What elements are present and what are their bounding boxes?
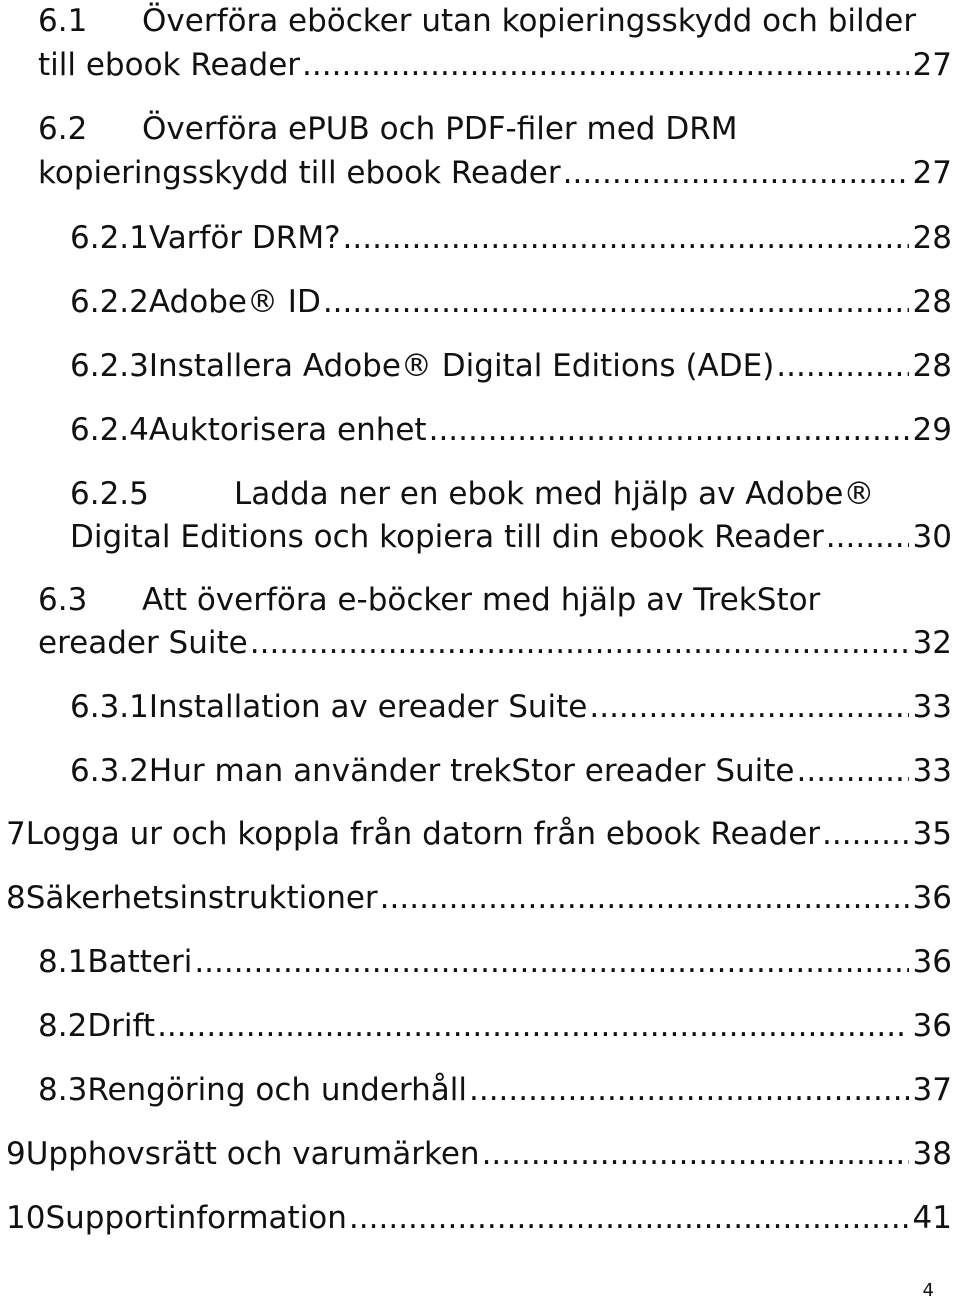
toc-page-number: 36	[912, 944, 952, 980]
toc-entry-6-2-3[interactable]	[70, 345, 952, 388]
toc-page-number: 33	[912, 689, 952, 725]
toc-page-number: 28	[912, 284, 952, 320]
toc-number: 9	[6, 1136, 26, 1172]
toc-title: Att överföra e-böcker med hjälp av TrekStor	[142, 582, 821, 618]
toc-page-number: 36	[912, 880, 952, 916]
toc-title-continued: kopieringsskydd till ebook Reader	[38, 155, 561, 191]
toc-number: 8.3	[38, 1072, 88, 1108]
toc-entry-6-2-4[interactable]	[70, 409, 952, 452]
toc-entry-6-2-1[interactable]	[70, 217, 952, 260]
toc-page-number: 28	[912, 220, 952, 256]
toc-entry-9[interactable]	[6, 1133, 952, 1176]
toc-page-number: 29	[912, 412, 952, 448]
toc-title: Installation av ereader Suite	[148, 689, 588, 725]
toc-page-number: 36	[912, 1008, 952, 1044]
toc-title: Adobe® ID	[148, 284, 321, 320]
dot-leader	[349, 1197, 909, 1240]
toc-number: 8.1	[38, 944, 88, 980]
toc-title: Logga ur och koppla från datorn från ebook Reader	[25, 816, 821, 852]
toc-number: 6.2.4	[70, 412, 149, 448]
toc-page-number: 38	[912, 1136, 952, 1172]
toc-title-continued: Digital Editions och kopiera till din ebook Reader	[70, 519, 824, 555]
toc-title-continued: till ebook Reader	[38, 47, 301, 83]
toc-entry-8-2[interactable]	[38, 1005, 952, 1048]
toc-number: 8	[6, 880, 26, 916]
dot-leader	[302, 44, 909, 87]
toc-number: 6.2.5	[70, 476, 149, 512]
toc-entry-6-3-1[interactable]	[70, 686, 952, 729]
dot-leader	[822, 813, 909, 856]
toc-entry-8-1[interactable]	[38, 941, 952, 984]
toc-title: Säkerhetsinstruktioner	[25, 880, 378, 916]
page-number: 4	[922, 1280, 934, 1301]
dot-leader	[250, 622, 909, 665]
toc-page-number: 30	[912, 519, 952, 555]
dot-leader	[380, 877, 909, 920]
toc-title: Installera Adobe® Digital Editions (ADE)	[148, 348, 775, 384]
toc-page-number: 27	[912, 155, 952, 191]
dot-leader	[776, 345, 908, 388]
dot-leader	[826, 516, 909, 559]
toc-number: 6.2	[38, 111, 88, 147]
dot-leader	[323, 281, 909, 324]
dot-leader	[469, 1069, 909, 1112]
toc-title: Auktorisera enhet	[148, 412, 427, 448]
toc-title: Rengöring och underhåll	[87, 1072, 467, 1108]
toc-title: Upphovsrätt och varumärken	[25, 1136, 480, 1172]
toc-number: 6.3.2	[70, 753, 149, 789]
toc-title-continued: ereader Suite	[38, 625, 248, 661]
toc-number: 6.2.2	[70, 284, 149, 320]
toc-number: 6.2.1	[70, 220, 149, 256]
toc-title: Supportinformation	[45, 1200, 347, 1236]
dot-leader	[797, 750, 909, 793]
dot-leader	[343, 217, 909, 260]
toc-entry-7[interactable]	[6, 813, 952, 856]
toc-number: 6.3	[38, 582, 88, 618]
toc-entry-8[interactable]	[6, 877, 952, 920]
toc-title: Batteri	[87, 944, 193, 980]
toc-number: 6.3.1	[70, 689, 149, 725]
toc-page-number: 33	[912, 753, 952, 789]
dot-leader	[194, 941, 908, 984]
toc-title: Drift	[87, 1008, 156, 1044]
toc-entry-10[interactable]	[6, 1197, 952, 1240]
toc-number: 10	[6, 1200, 46, 1236]
toc-page-number: 27	[912, 47, 952, 83]
dot-leader	[482, 1133, 909, 1176]
dot-leader	[157, 1005, 908, 1048]
toc-page-number: 28	[912, 348, 952, 384]
dot-leader	[429, 409, 909, 452]
toc-number: 8.2	[38, 1008, 88, 1044]
toc-number: 6.2.3	[70, 348, 149, 384]
toc-title: Ladda ner en ebok med hjälp av Adobe®	[234, 476, 875, 512]
toc-page-number: 37	[912, 1072, 952, 1108]
toc-title: Varför DRM?	[148, 220, 341, 256]
toc-page-number: 35	[912, 816, 952, 852]
toc-page-number: 32	[912, 625, 952, 661]
toc-number: 7	[6, 816, 26, 852]
toc-entry-8-3[interactable]	[38, 1069, 952, 1112]
toc-entry-6-3-2[interactable]	[70, 750, 952, 793]
toc-title: Överföra eböcker utan kopieringsskydd och bilder	[142, 3, 917, 39]
toc-entry-6-2-2[interactable]	[70, 281, 952, 324]
dot-leader	[563, 152, 909, 195]
dot-leader	[589, 686, 908, 729]
toc-title: Hur man använder trekStor ereader Suite	[148, 753, 795, 789]
toc-title: Överföra ePUB och PDF-filer med DRM	[142, 111, 738, 147]
toc-number: 6.1	[38, 3, 88, 39]
toc-page-number: 41	[912, 1200, 952, 1236]
